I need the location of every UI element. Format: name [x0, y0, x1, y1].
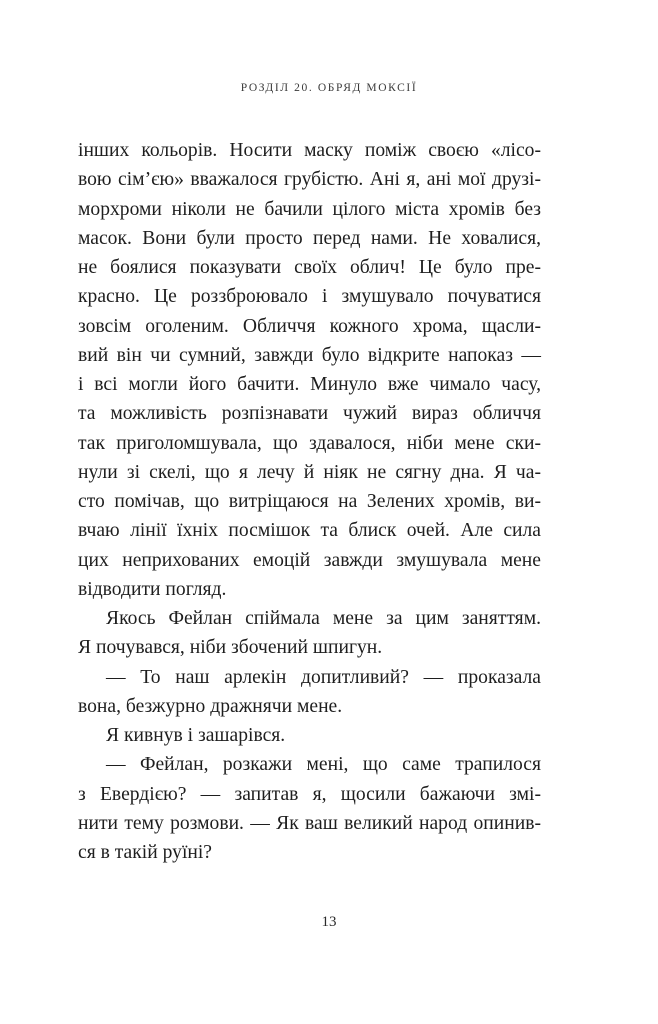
text-line: Я кивнув і зашарівся. — [106, 725, 286, 746]
text-line: і всі могли його бачити. Минуло вже чимало часу, — [78, 374, 541, 395]
text-line: Я почувався, ніби збочений шпигун. — [78, 637, 383, 659]
text-line: сто помічав, що витріщаюся на Зелених хромів, ви- — [78, 491, 541, 512]
text-line: морхроми ніколи не бачили цілого міста хромів без — [78, 198, 541, 220]
text-line: зовсім оголеним. Обличчя кожного хрома, щасли- — [78, 315, 541, 337]
body-text — [78, 136, 541, 867]
text-line: нули зі скелі, що я лечу й ніяк не сягну дна. Я ча- — [78, 461, 541, 483]
text-line: не боялися показувати своїх облич! Це було пре- — [78, 257, 541, 278]
text-line: вчаю лінії їхніх посмішок та блиск очей. Але сила — [78, 520, 541, 542]
text-line: інших кольорів. Носити маску поміж своєю «лісо- — [78, 140, 541, 161]
text-line: цих неприхованих емоцій завжди змушувала мене — [78, 549, 541, 571]
text-line: та можливість розпізнавати чужий вираз обличчя — [78, 403, 541, 425]
text-line: Якось Фейлан спіймала мене за цим заняттям. — [106, 608, 541, 629]
text-line: так приголомшувала, що здавалося, ніби мене ски- — [78, 432, 541, 454]
page-number: 13 — [321, 914, 337, 930]
text-line: вий він чи сумний, завжди було відкрите напоказ — — [78, 344, 541, 366]
text-line: красно. Це роззброювало і змушувало почуватися — [78, 286, 541, 308]
running-head: РОЗДІЛ 20. ОБРЯД МОКСІЇ — [240, 82, 418, 94]
text-line: з Евердією? — запитав я, щосили бажаючи змі- — [78, 783, 541, 805]
text-line: — То наш арлекін допитливий? — проказала — [106, 666, 541, 688]
text-line: ся в такій руїні? — [78, 842, 213, 863]
text-line: — Фейлан, розкажи мені, що саме трапилося — [106, 754, 541, 776]
text-line: відводити погляд. — [78, 578, 227, 600]
text-line: вою сім’єю» вважалося грубістю. Ані я, ані мої друзі- — [78, 169, 541, 191]
text-line: вона, безжурно дражнячи мене. — [78, 695, 343, 717]
text-line: нити тему розмови. — Як ваш великий народ опинив- — [78, 812, 541, 834]
text-line: масок. Вони були просто перед нами. Не ховалися, — [78, 227, 541, 249]
